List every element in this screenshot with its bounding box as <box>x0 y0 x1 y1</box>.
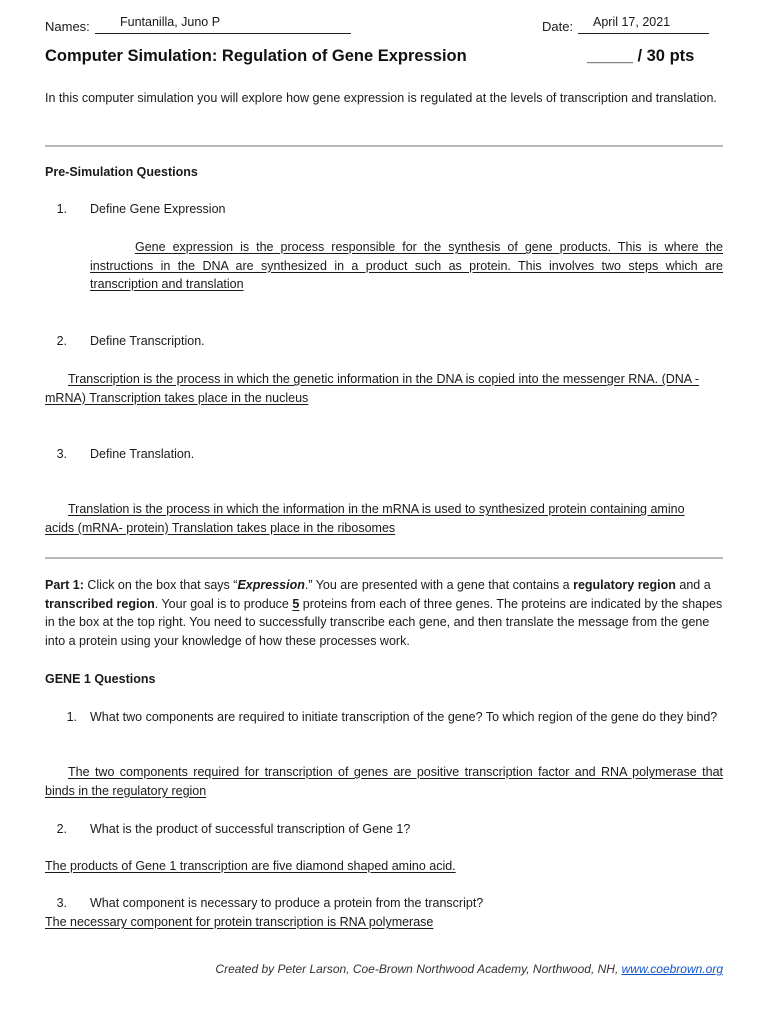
section-heading-pre-simulation: Pre-Simulation Questions <box>45 165 198 179</box>
question-item <box>45 894 723 913</box>
names-label: Names: <box>45 19 90 34</box>
date-underline <box>578 33 709 34</box>
section-heading-gene1: GENE 1 Questions <box>45 672 156 686</box>
answer-text[interactable]: Gene expression is the process responsible for the synthesis of gene products. This is where the instructions in the DNA are synthesized in a product such as protein. This involves two steps which are transcription and translation <box>90 240 723 291</box>
question-text: What is the product of successful transcription of Gene 1? <box>90 822 411 836</box>
part1-instructions <box>45 576 723 650</box>
answer-text[interactable]: The necessary component for protein transcription is RNA polymerase <box>45 915 434 929</box>
question-item <box>45 708 723 727</box>
question-number: 3. <box>56 896 67 910</box>
date-label: Date: <box>542 19 574 34</box>
part1-text: . Your goal is to produce <box>154 596 293 611</box>
page-title: Computer Simulation: Regulation of Gene Expression <box>45 47 467 65</box>
part1-text: Click on the box that says “ <box>83 578 238 592</box>
question-number: 3. <box>56 447 67 461</box>
question-text: Define Transcription. <box>90 334 205 348</box>
question-number: 2. <box>56 334 67 348</box>
protein-count: 5 <box>292 596 300 611</box>
part1-label: Part 1: <box>45 578 84 592</box>
question-item <box>45 820 723 839</box>
footer-link[interactable]: www.coebrown.org <box>621 962 723 976</box>
question-item <box>45 200 723 219</box>
divider <box>45 557 723 559</box>
score-field: _____ / 30 pts <box>587 47 695 65</box>
divider <box>45 145 723 147</box>
footer-credit-text: Created by Peter Larson, Coe-Brown Northwood Academy, Northwood, NH, <box>215 962 622 976</box>
part1-text: proteins from each of three genes. The proteins are indicated by the shapes in the box at the top right. You need to successfully transcribe each gene, and then translate the message from the gene into a protein using your knowledge of how these processes work. <box>45 596 723 648</box>
answer-text[interactable]: The two components required for transcription of genes are positive transcription factor and RNA polymerase that binds in the regulatory region <box>45 765 723 798</box>
question-text: Define Gene Expression <box>90 202 226 216</box>
names-underline <box>95 33 351 34</box>
part1-text: .” You are presented with a gene that contains a <box>304 578 574 592</box>
transcribed-region-term: transcribed region <box>45 596 155 611</box>
question-number: 1. <box>66 710 77 724</box>
question-number: 2. <box>56 822 67 836</box>
regulatory-region-term: regulatory region <box>573 578 676 592</box>
question-text: Define Translation. <box>90 447 195 461</box>
question-item <box>45 445 723 464</box>
names-value[interactable]: Funtanilla, Juno P <box>120 15 221 29</box>
part1-text: and a <box>675 578 711 592</box>
answer-text[interactable]: Translation is the process in which the information in the mRNA is used to synthesized protein containing amino acids (mRNA- protein) Translation takes place in the ribosomes <box>45 502 685 535</box>
question-text: What two components are required to initiate transcription of the gene? To which region of the gene do they bind? <box>90 710 718 724</box>
question-number: 1. <box>56 202 67 216</box>
question-text: What component is necessary to produce a protein from the transcript? <box>90 896 484 910</box>
date-value[interactable]: April 17, 2021 <box>593 15 671 29</box>
expression-term: Expression <box>237 578 305 592</box>
footer-credit <box>215 962 723 976</box>
question-item <box>45 332 723 351</box>
intro-text: In this computer simulation you will explore how gene expression is regulated at the levels of transcription and translation. <box>45 91 717 105</box>
answer-text[interactable]: The products of Gene 1 transcription are five diamond shaped amino acid. <box>45 859 456 873</box>
answer-text[interactable]: Transcription is the process in which the genetic information in the DNA is copied into the messenger RNA. (DNA - mRNA) Transcription takes place in the nucleus <box>45 372 700 405</box>
